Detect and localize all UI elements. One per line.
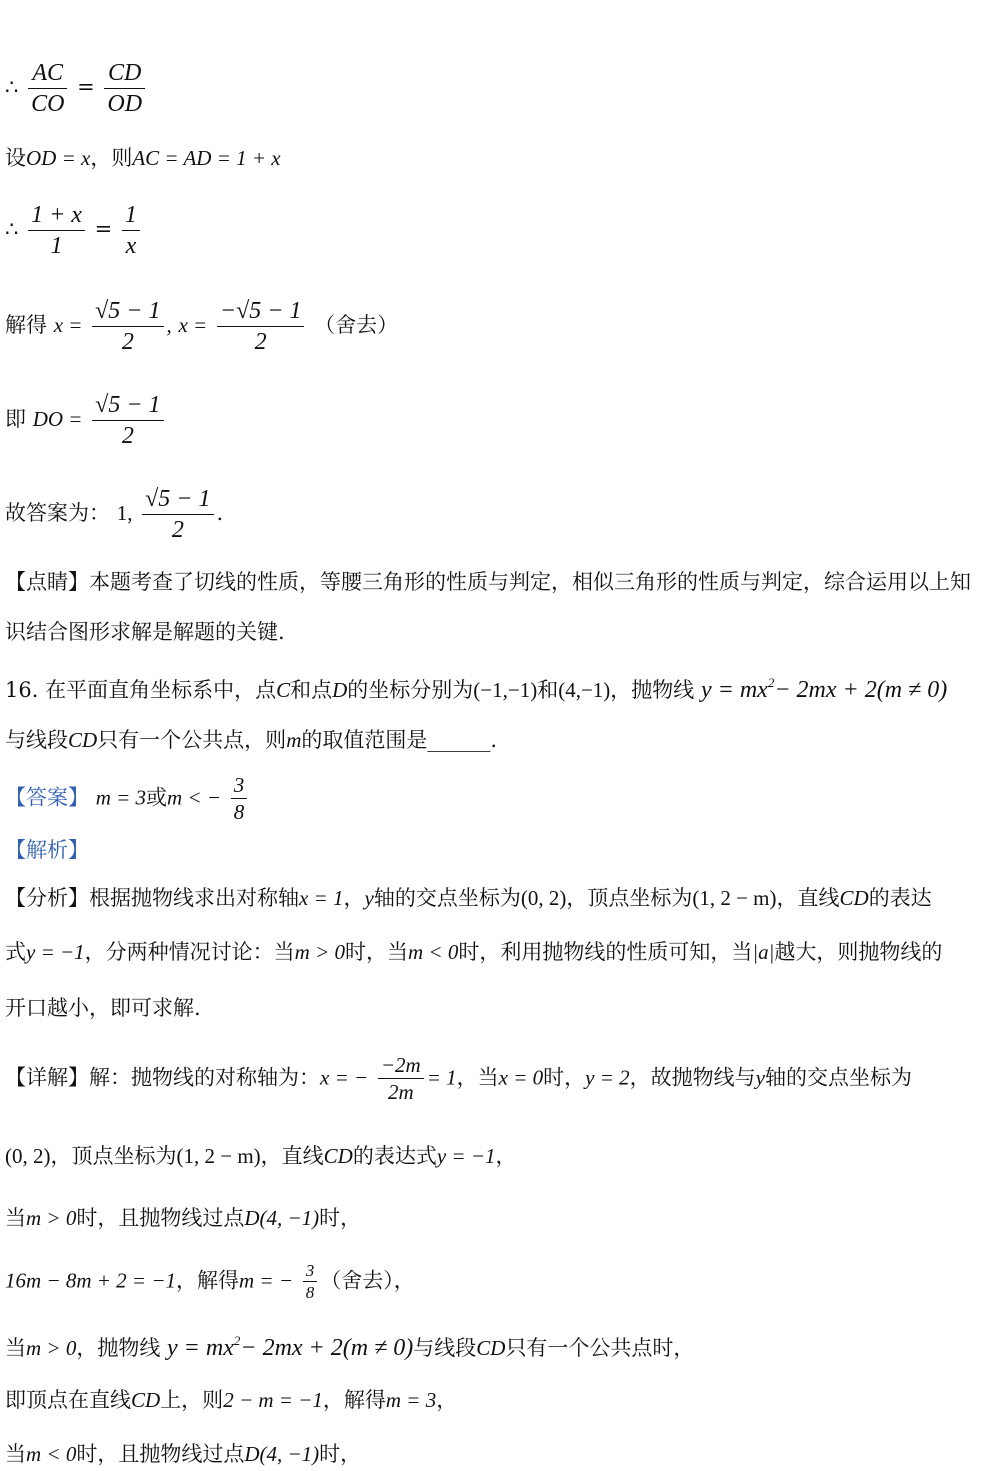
line-15: 开口越小，即可求解.	[5, 996, 201, 1020]
fraction: $\frac{1}{x}$	[122, 200, 140, 261]
line-16: 【详解】解：抛物线的对称轴为：x = − $\frac{-2m}{2m}$ = 1，当x = 0时，y = 2，故抛物线与y轴的交点坐标为	[5, 1053, 912, 1105]
fraction: $\frac{3}{8}$	[303, 1260, 318, 1304]
line-10: 与线段CD只有一个公共点，则m的取值范围是______.	[5, 728, 498, 752]
line-14: 式y = −1，分两种情况讨论：当m > 0时，当m < 0时，利用抛物线的性质可知，当|a|越大，则抛物线的	[5, 940, 943, 964]
line-1: ∴ $\frac{AC}{CO}$ = $\frac{CD}{OD}$	[5, 58, 148, 119]
line-13: 【分析】根据抛物线求出对称轴x = 1，y轴的交点坐标为(0, 2)，顶点坐标为(1, 2 − m)，直线CD的表达	[5, 886, 932, 910]
line-20: 当m > 0，抛物线 $y = mx^2- 2mx + 2(m \ne 0)$与线段CD只有一个公共点时，	[5, 1333, 695, 1361]
analysis-tag: 【解析】	[5, 838, 89, 862]
line-19: 16m − 8m + 2 = −1，解得m = − $\frac{3}{8}$ （舍去），	[5, 1261, 415, 1303]
fraction: $\frac{-√5 - 1}{2}$	[217, 296, 305, 357]
line-7: 【点睛】本题考查了切线的性质，等腰三角形的性质与判定，相似三角形的性质与判定，综合运用以上知	[5, 570, 971, 594]
fraction: $\frac{-2m}{2m}$	[378, 1052, 424, 1106]
therefore-symbol: ∴	[5, 75, 19, 99]
line-9: 16. 在平面直角坐标系中，点C和点D的坐标分别为(−1,−1)和(4,−1)，抛物线 $y = mx^2- 2mx + 2(m \ne 0)$	[5, 675, 948, 703]
fraction: $\frac{1 + x}{1}$	[28, 200, 85, 261]
fraction: $\frac{AC}{CO}$	[28, 58, 67, 119]
line-22: 当m < 0时，且抛物线过点D(4, −1)时，	[5, 1442, 362, 1466]
fraction: $\frac{√5 - 1}{2}$	[142, 484, 213, 545]
line-8: 识结合图形求解是解题的关键.	[5, 620, 285, 644]
line-21: 即顶点在直线CD上，则2 − m = −1，解得m = 3，	[5, 1388, 458, 1412]
line-5: 即 DO = $\frac{√5 - 1}{2}$	[5, 390, 167, 451]
fraction: $\frac{√5 - 1}{2}$	[92, 390, 163, 451]
fraction: $\frac{√5 - 1}{2}$	[92, 296, 163, 357]
answer-line: 【答案】 m = 3或m < − $\frac{3}{8}$	[5, 772, 250, 826]
line-4: 解得 x = $\frac{√5 - 1}{2}$ , x = $\frac{-√5 - 1}{2}$ （舍去）	[5, 298, 399, 355]
line-18: 当m > 0时，且抛物线过点D(4, −1)时，	[5, 1206, 362, 1230]
line-3: ∴ $\frac{1 + x}{1}$ = $\frac{1}{x}$	[5, 200, 143, 261]
fraction: $\frac{CD}{OD}$	[104, 58, 145, 119]
therefore-symbol: ∴	[5, 217, 19, 241]
line-17: (0, 2)，顶点坐标为(1, 2 − m)，直线CD的表达式y = −1，	[5, 1144, 517, 1168]
fraction: $\frac{3}{8}$	[231, 772, 248, 826]
line-2: 设OD = x，则AC = AD = 1 + x	[5, 146, 281, 170]
answer-tag: 【答案】	[5, 785, 89, 810]
line-6: 故答案为： 1, $\frac{√5 - 1}{2}$ .	[5, 486, 224, 543]
